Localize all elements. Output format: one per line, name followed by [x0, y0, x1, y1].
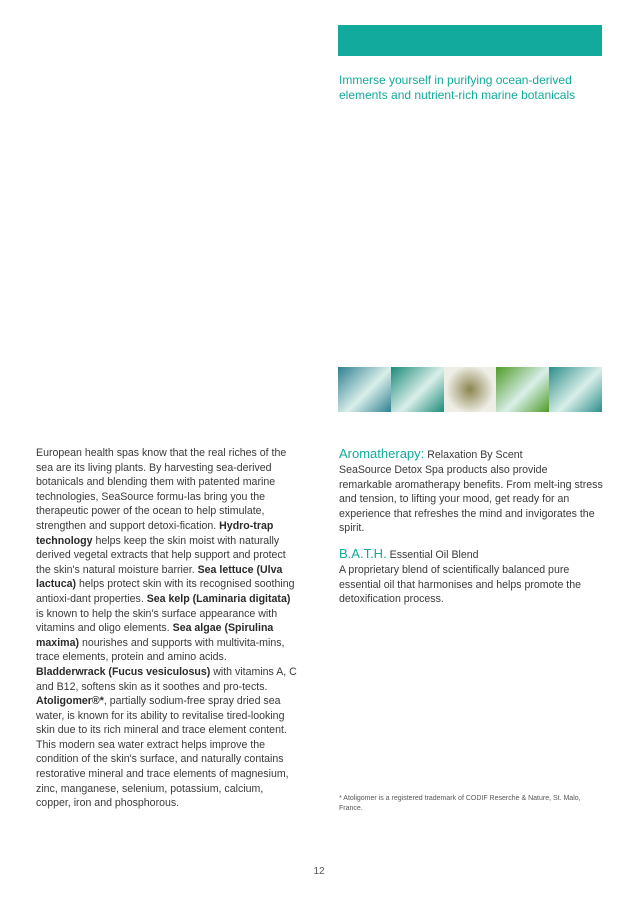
thumbnail-bright-green-algae	[496, 367, 549, 412]
ingredient-name: Sea lettuce (Ulva lactuca)	[36, 563, 283, 591]
thumbnail-seaweed-underwater	[338, 367, 391, 412]
aromatherapy-subtitle: Relaxation By Scent	[424, 449, 523, 461]
trademark-footnote: * Atoligomer is a registered trademark of CODIF Reserche & Nature, St. Malo, France.	[339, 795, 581, 812]
ingredient-name: Sea algae (Spirulina maxima)	[36, 622, 274, 649]
thumbnail-kelp-forest	[549, 367, 602, 412]
paragraph-text: nourishes and supports with multivita-mins, trace elements, protein and amino acids.	[36, 636, 285, 664]
ingredient-name: Sea kelp (Laminaria digitata)	[146, 592, 291, 605]
aromatherapy-heading	[339, 446, 603, 463]
ingredient-name: Bladderwrack (Fucus vesiculosus)	[36, 665, 211, 678]
marine-ingredients-paragraph	[36, 446, 298, 811]
bath-body: A proprietary blend of scientifically balanced pure essential oil that harmonises and helps promote the detoxification process.	[339, 563, 582, 606]
page-number: 12	[313, 866, 325, 877]
marine-botanicals-image-strip	[338, 367, 602, 412]
thumbnail-green-sea-background	[391, 367, 444, 412]
tagline: Immerse yourself in purifying ocean-derived elements and nutrient-rich marine botanicals	[339, 73, 576, 102]
ingredient-name: Hydro-trap technology	[36, 519, 274, 547]
thumbnail-bladderwrack-on-white	[444, 367, 497, 412]
aromatherapy-title: Aromatherapy:	[339, 446, 425, 461]
paragraph-text: helps protect skin with its recognised soothing antioxi-dant properties.	[36, 578, 295, 605]
header-accent-bar	[338, 25, 602, 56]
right-column	[339, 446, 603, 607]
aromatherapy-body: SeaSource Detox Spa products also provide remarkable aromatherapy benefits. From melt-ing stress and tension, to lifting your mood, get ready for an experience that refreshes the mind and invigorates the spirit.	[339, 464, 603, 535]
ingredient-name: Atoligomer®*	[36, 695, 104, 708]
paragraph-text: is known to help the skin's surface appearance with vitamins and oligo elements.	[36, 607, 278, 635]
bath-title: B.A.T.H.	[339, 545, 387, 561]
paragraph-text: European health spas know that the real riches of the sea are its living plants. By harvesting sea-derived botanicals and blending them with patented marine technologies, SeaSource formu-las bring you the therapeutic power of the ocean to help stimulate, strengthen and support detoxi-fication.	[36, 447, 287, 532]
paragraph-text: helps keep the skin moist with naturally derived vegetal extracts that help support and protect the skin's natural moisture barrier.	[36, 534, 286, 576]
bath-subtitle: Essential Oil Blend	[386, 548, 479, 561]
bath-heading	[339, 546, 603, 563]
paragraph-text: , partially sodium-free spray dried sea water, is known for its ability to revitalise tired-looking skin due to its rich mineral and trace element content. This modern sea water extract helps improve the condition of the skin's surface, and naturally contains restorative mineral and trace elements of magnesium, zinc, manganese, selenium, potassium, calcium, copper, iron and phosphorous.	[36, 695, 289, 810]
paragraph-text: with vitamins A, C and B12, softens skin as it soothes and pro-tects.	[36, 665, 297, 693]
